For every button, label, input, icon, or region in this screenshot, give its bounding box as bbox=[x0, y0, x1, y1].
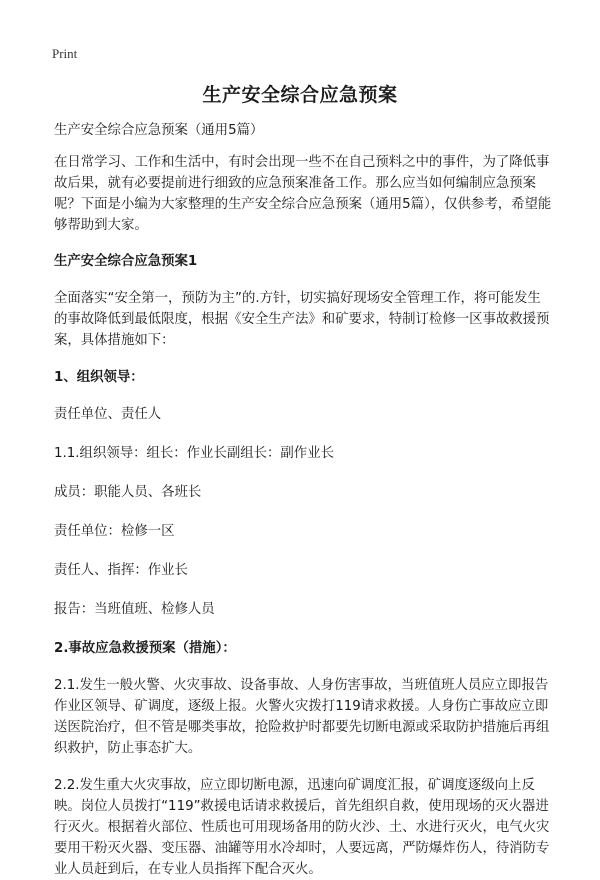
intro-paragraph: 在日常学习、工作和生活中，有时会出现一些不在自己预料之中的事件，为了降低事故后果，就有必要提前进行细致的应急预案准备工作。那么应当如何编制应急预案呢？下面是小编为大家整理的生产安全综合应急预案（通用5篇），仅供参考，希望能够帮助到大家。 bbox=[54, 155, 552, 233]
commander-line: 责任人、指挥：作业长 bbox=[54, 563, 188, 578]
responsibility-line: 责任单位、责任人 bbox=[54, 407, 162, 422]
unit-line: 责任单位：检修一区 bbox=[54, 524, 175, 539]
print-link[interactable]: Print bbox=[52, 46, 78, 61]
document-body bbox=[54, 120, 554, 880]
members-line: 成员：职能人员、各班长 bbox=[54, 485, 202, 500]
paragraph-2-1: 2.1.发生一般火警、火灾事故、设备事故、人身伤害事故，当班值班人员应立即报告作业区领导、矿调度，逐级上报。火警火灾拨打119请求救援。人身伤亡事故应立即送医院治疗，但不管是哪类事故，抢险救护时都要先切断电源或采取防护措施后再组织救护，防止事态扩大。 bbox=[54, 678, 550, 756]
document-title: 生产安全综合应急预案 bbox=[202, 84, 398, 106]
document-subtitle: 生产安全综合应急预案（通用5篇） bbox=[54, 123, 264, 138]
leadership-line: 1.1.组织领导：组长：作业长副组长：副作业长 bbox=[54, 446, 334, 461]
section-heading-1: 生产安全综合应急预案1 bbox=[54, 254, 198, 269]
section-1-paragraph: 全面落实“安全第一，预防为主”的.方针，切实搞好现场安全管理工作，将可能发生的事故降低到最低限度，根据《安全生产法》和矿要求，特制订检修一区事故救援预案，具体措施如下： bbox=[54, 291, 550, 348]
paragraph-2-2: 2.2.发生重大火灾事故，应立即切断电源，迅速向矿调度汇报，矿调度逐级向上反映。岗位人员拨打“119”救援电话请求救援后，首先组织自救，使用现场的灭火器进行灭火。根据着火部位、性质也可用现场备用的防火沙、土、水进行灭火，电气火灾要用干粉灭火器、变压器、油罐等用水冷却时，人要远离，严防爆炸伤人，待消防专业人员赶到后，在专业人员指挥下配合灭火。 bbox=[54, 778, 550, 877]
report-line: 报告：当班值班、检修人员 bbox=[54, 602, 215, 617]
org-leadership-heading: 1、组织领导： bbox=[54, 370, 144, 385]
rescue-plan-heading: 2.事故应急救援预案（措施）： bbox=[54, 641, 236, 656]
